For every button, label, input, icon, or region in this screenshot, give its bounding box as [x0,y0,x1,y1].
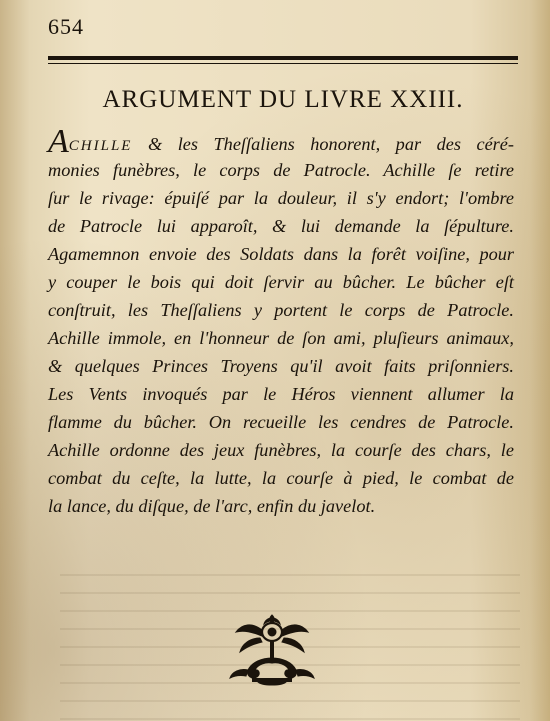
chapter-title: ARGUMENT DU LIVRE XXIII. [102,86,464,113]
paragraph-line: & quelques Princes Troyens qu'il avoit faits priſonniers. [48,356,514,376]
paragraph-line: Achille ordonne des jeux funèbres, la courſe des chars, le [48,440,514,460]
header-rule-thin [48,63,518,64]
paragraph-line: de Patrocle lui apparoît, & lui demande la ſépulture. [48,216,514,236]
paragraph-line: ſur le rivage: épuiſé par la douleur, il s'y endort; l'ombre [48,188,514,208]
argument-paragraph [48,123,514,520]
paragraph-line: Les Vents invoqués par le Héros viennent allumer la [48,384,514,404]
paragraph-line: monies funèbres, le corps de Patrocle. Achille ſe retire [48,160,514,180]
drop-cap: A [48,123,69,160]
line-text: & les Theſſaliens honorent, par des céré- [132,134,514,154]
paragraph-line [48,123,514,160]
paragraph-line: conſtruit, les Theſſaliens y portent le corps de Patrocle. [48,300,514,320]
paragraph-line: flamme du bûcher. On recueille les cendres de Patrocle. [48,412,514,432]
header-rule-thick [48,56,518,60]
paragraph-line: y couper le bois qui doit ſervir au bûcher. Le bûcher eſt [48,272,514,292]
paragraph-line: Achille immole, en l'honneur de ſon ami, pluſieurs animaux, [48,328,514,348]
page-number: 654 [48,14,84,39]
first-word: CHILLE [68,138,133,154]
paragraph-line: combat du ceſte, la lutte, la courſe à pied, le combat de [48,468,514,488]
floral-vignette-icon [222,612,322,688]
paragraph-line: la lance, du diſque, de l'arc, enfin du javelot. [48,496,376,516]
paragraph-line: Agamemnon envoie des Soldats dans la forêt voiſine, pour [48,244,514,264]
